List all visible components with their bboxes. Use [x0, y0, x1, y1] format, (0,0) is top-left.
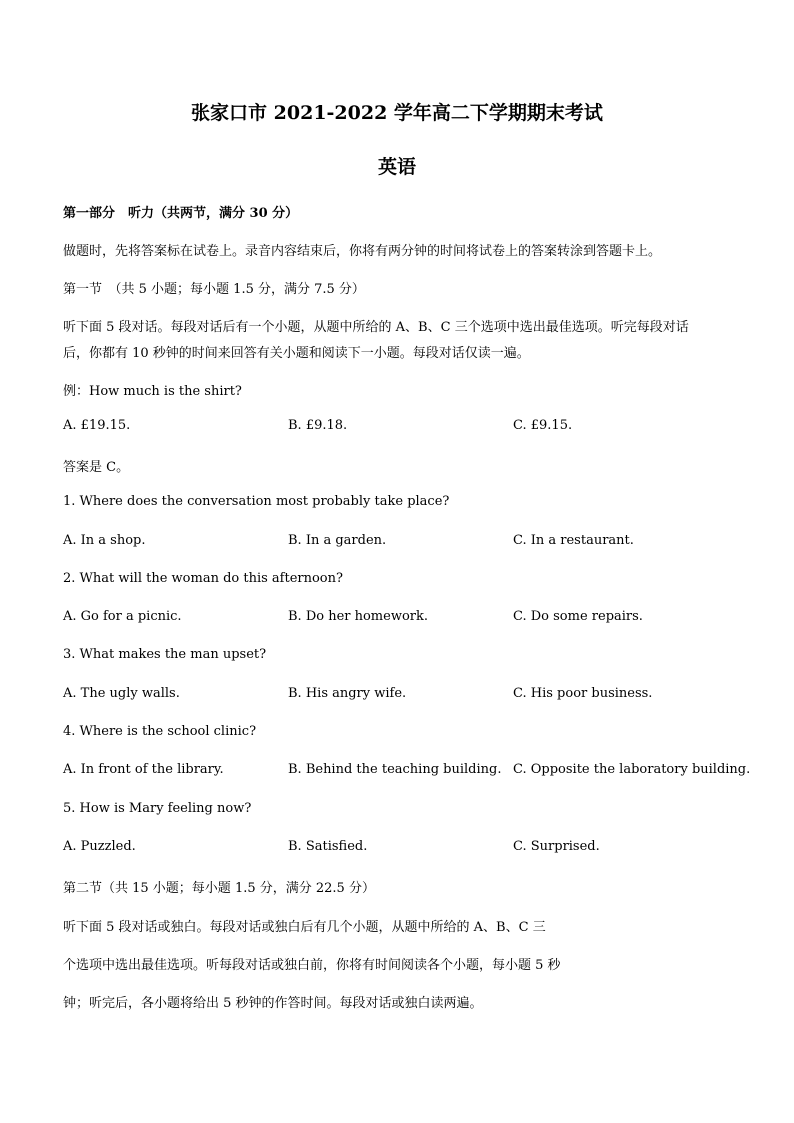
question-4-option-a: A. In front of the library.: [63, 762, 224, 777]
section1-heading: 第一节 （共 5 小题；每小题 1.5 分，满分 7.5 分）: [63, 282, 365, 297]
example-option-a: A. £19.15.: [63, 418, 131, 433]
exam-title: 张家口市 2021-2022 学年高二下学期期末考试: [191, 102, 603, 124]
question-1: 1. Where does the conversation most probably take place?: [63, 494, 450, 509]
question-3-option-a: A. The ugly walls.: [63, 686, 180, 701]
section2-instructions-line3: 钟；听完后，各小题将给出 5 秒钟的作答时间。每段对话或独白读两遍。: [63, 996, 483, 1011]
question-5-option-a: A. Puzzled.: [63, 839, 136, 854]
question-4-option-b: B. Behind the teaching building.: [288, 762, 502, 777]
part1-instructions: 做题时，先将答案标在试卷上。录音内容结束后，你将有两分钟的时间将试卷上的答案转涂到答题卡上。: [63, 244, 662, 259]
example-option-c: C. £9.15.: [513, 418, 573, 433]
section1-instructions-line2: 后，你都有 10 秒钟的时间来回答有关小题和阅读下一小题。每段对话仅读一遍。: [63, 346, 530, 361]
part1-heading: 第一部分 听力（共两节，满分 30 分）: [63, 206, 299, 221]
question-1-option-b: B. In a garden.: [288, 533, 387, 548]
question-4-option-c: C. Opposite the laboratory building.: [513, 762, 751, 777]
question-5-option-c: C. Surprised.: [513, 839, 600, 854]
question-3: 3. What makes the man upset?: [63, 647, 267, 662]
question-5: 5. How is Mary feeling now?: [63, 801, 252, 816]
example-answer: 答案是 C。: [63, 460, 130, 475]
question-2-option-c: C. Do some repairs.: [513, 609, 643, 624]
question-2-option-b: B. Do her homework.: [288, 609, 429, 624]
exam-subject: 英语: [377, 156, 416, 178]
section1-instructions-line1: 听下面 5 段对话。每段对话后有一个小题，从题中所给的 A、B、C 三个选项中选出最佳选项。听完每段对话: [63, 320, 689, 335]
section2-heading: 第二节（共 15 小题；每小题 1.5 分，满分 22.5 分）: [63, 881, 375, 896]
example-question: 例：How much is the shirt?: [63, 384, 242, 399]
question-2: 2. What will the woman do this afternoon?: [63, 571, 343, 586]
question-3-option-b: B. His angry wife.: [288, 686, 407, 701]
section2-instructions-line1: 听下面 5 段对话或独白。每段对话或独白后有几个小题，从题中所给的 A、B、C 三: [63, 920, 546, 935]
question-2-option-a: A. Go for a picnic.: [63, 609, 182, 624]
question-5-option-b: B. Satisfied.: [288, 839, 368, 854]
section2-instructions-line2: 个选项中选出最佳选项。听每段对话或独白前，你将有时间阅读各个小题，每小题 5 秒: [63, 958, 561, 973]
question-1-option-a: A. In a shop.: [63, 533, 146, 548]
question-1-option-c: C. In a restaurant.: [513, 533, 634, 548]
question-3-option-c: C. His poor business.: [513, 686, 653, 701]
example-option-b: B. £9.18.: [288, 418, 348, 433]
question-4: 4. Where is the school clinic?: [63, 724, 257, 739]
